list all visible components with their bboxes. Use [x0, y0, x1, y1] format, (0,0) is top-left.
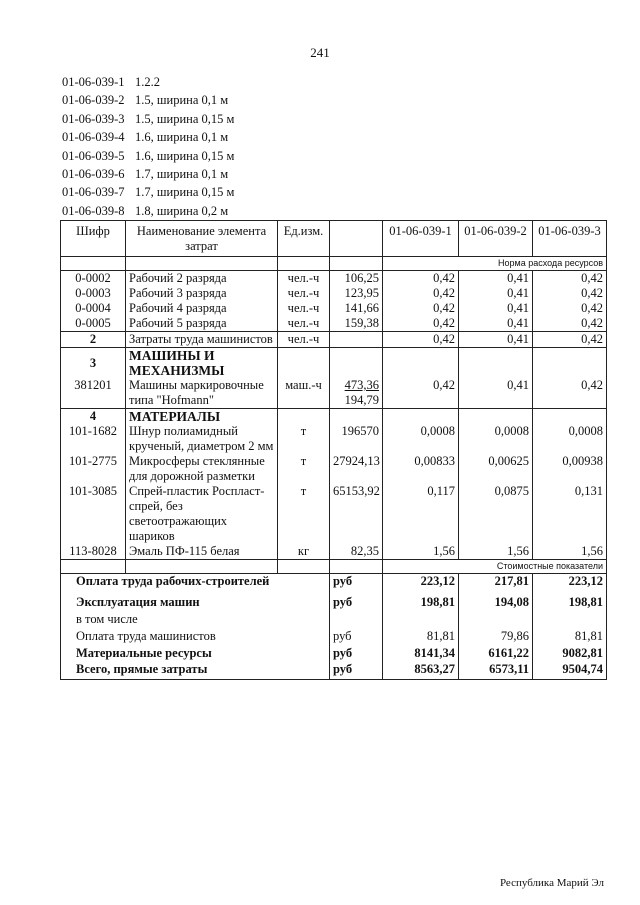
cost-v1: 81,81 — [383, 627, 459, 644]
cost-v1: 223,12 — [383, 574, 459, 590]
cost-v1: 8141,34 — [383, 644, 459, 661]
cost-v3: 223,12 — [533, 574, 607, 590]
cost-row — [61, 574, 607, 590]
cost-label: Материальные ресурсы — [61, 644, 330, 661]
row-v2: 0,0008 — [459, 424, 533, 454]
variant-item — [62, 128, 234, 146]
variant-desc: 1.6, ширина 0,1 м — [135, 130, 229, 145]
cost-row — [61, 589, 607, 610]
cost-unit: руб — [330, 627, 383, 644]
variant-item — [62, 73, 234, 91]
cost-v1: 198,81 — [383, 589, 459, 610]
table-row — [61, 332, 607, 348]
section-code: 4 — [61, 409, 126, 425]
row-unit: чел.-ч — [278, 286, 330, 301]
cost-label: Всего, прямые затраты — [61, 661, 330, 680]
row-v1: 0,42 — [383, 301, 459, 316]
row-v2: 0,0875 — [459, 484, 533, 544]
row-code: 381201 — [61, 378, 126, 409]
section-title: МАТЕРИАЛЫ — [126, 409, 278, 425]
norm-caption: Норма расхода ресурсов — [383, 257, 607, 271]
cost-including: в том числе — [61, 610, 330, 627]
cost-v3: 81,81 — [533, 627, 607, 644]
cost-caption-row — [61, 560, 607, 574]
row-code: 0-0004 — [61, 301, 126, 316]
variant-desc: 1.2.2 — [135, 75, 160, 89]
price-bottom: 194,79 — [344, 393, 379, 407]
variant-item — [62, 147, 234, 165]
variant-code: 01-06-039-8 — [62, 203, 125, 218]
cost-v1: 8563,27 — [383, 661, 459, 680]
row-unit: т — [278, 424, 330, 454]
row-name: Микросферы стеклянные для дорожной разметки — [126, 454, 278, 484]
row-v2: 1,56 — [459, 544, 533, 560]
row-unit: чел.-ч — [278, 301, 330, 316]
row-code: 113-8028 — [61, 544, 126, 560]
row-v3: 0,42 — [533, 301, 607, 316]
row-unit: чел.-ч — [278, 332, 330, 348]
row-name: Рабочий 5 разряда — [126, 316, 278, 332]
row-name: Рабочий 3 разряда — [126, 286, 278, 301]
variant-code: 01-06-039-1 — [62, 75, 125, 89]
variant-list — [62, 73, 234, 220]
variant-item — [62, 165, 234, 183]
row-v1: 0,42 — [383, 332, 459, 348]
row-name: Рабочий 2 разряда — [126, 271, 278, 287]
price-top: 473,36 — [344, 378, 379, 392]
row-code: 2 — [61, 332, 126, 348]
cost-v3: 9082,81 — [533, 644, 607, 661]
row-name: Рабочий 4 разряда — [126, 301, 278, 316]
row-price: 141,66 — [330, 301, 383, 316]
row-unit: чел.-ч — [278, 271, 330, 287]
row-name: Эмаль ПФ-115 белая — [126, 544, 278, 560]
variant-code: 01-06-039-7 — [62, 185, 125, 200]
cost-v3: 198,81 — [533, 589, 607, 610]
section-heading-row — [61, 409, 607, 425]
table-row — [61, 424, 607, 454]
row-price: 106,25 — [330, 271, 383, 287]
row-v2: 0,00625 — [459, 454, 533, 484]
row-unit: т — [278, 484, 330, 544]
table-row — [61, 544, 607, 560]
table-row — [61, 378, 607, 409]
row-v2: 0,41 — [459, 332, 533, 348]
cost-caption: Стоимостные показатели — [383, 560, 607, 574]
cost-v2: 217,81 — [459, 574, 533, 590]
page-number: 241 — [310, 45, 330, 60]
row-v3: 0,42 — [533, 332, 607, 348]
row-v3: 0,131 — [533, 484, 607, 544]
row-v1: 0,00833 — [383, 454, 459, 484]
row-code: 101-3085 — [61, 484, 126, 544]
cost-v3: 9504,74 — [533, 661, 607, 680]
header-variant-3: 01-06-039-3 — [533, 221, 607, 257]
row-v1: 1,56 — [383, 544, 459, 560]
row-unit: т — [278, 454, 330, 484]
cost-unit: руб — [330, 589, 383, 610]
variant-item — [62, 183, 234, 201]
row-v2: 0,41 — [459, 271, 533, 287]
variant-item — [62, 110, 234, 128]
row-v1: 0,42 — [383, 286, 459, 301]
variant-item — [62, 202, 234, 220]
footer-region: Республика Марий Эл — [499, 877, 604, 889]
row-code: 101-2775 — [61, 454, 126, 484]
cost-unit: руб — [330, 574, 383, 590]
row-v2: 0,41 — [459, 301, 533, 316]
resource-table — [60, 220, 607, 680]
cost-row — [61, 627, 607, 644]
variant-code: 01-06-039-2 — [62, 93, 125, 108]
header-variant-1: 01-06-039-1 — [383, 221, 459, 257]
row-v3: 0,42 — [533, 378, 607, 409]
cost-label: Эксплуатация машин — [61, 589, 330, 610]
row-v3: 0,42 — [533, 286, 607, 301]
row-v3: 0,42 — [533, 316, 607, 332]
row-v3: 1,56 — [533, 544, 607, 560]
row-v1: 0,42 — [383, 378, 459, 409]
row-price: 27924,13 — [330, 454, 383, 484]
section-code: 3 — [61, 348, 126, 379]
row-v2: 0,41 — [459, 286, 533, 301]
row-code: 101-1682 — [61, 424, 126, 454]
row-name: Затраты труда машинистов — [126, 332, 278, 348]
cost-v2: 79,86 — [459, 627, 533, 644]
variant-desc: 1.7, ширина 0,15 м — [135, 185, 235, 200]
cost-v2: 6161,22 — [459, 644, 533, 661]
variant-desc: 1.5, ширина 0,1 м — [135, 93, 229, 108]
row-name: Спрей-пластик Роспласт-спрей, без светоотражающих шариков — [126, 484, 278, 544]
cost-row — [61, 661, 607, 680]
variant-code: 01-06-039-3 — [62, 111, 125, 126]
row-v3: 0,0008 — [533, 424, 607, 454]
row-code: 0-0005 — [61, 316, 126, 332]
row-v1: 0,42 — [383, 271, 459, 287]
row-v3: 0,00938 — [533, 454, 607, 484]
row-unit: чел.-ч — [278, 316, 330, 332]
row-v3: 0,42 — [533, 271, 607, 287]
row-name: Шнур полиамидный крученый, диаметром 2 мм — [126, 424, 278, 454]
row-v2: 0,41 — [459, 378, 533, 409]
variant-code: 01-06-039-6 — [62, 166, 125, 181]
table-row — [61, 484, 607, 544]
row-v1: 0,42 — [383, 316, 459, 332]
cost-label: Оплата труда рабочих-строителей — [61, 574, 330, 590]
row-code: 0-0003 — [61, 286, 126, 301]
table-row — [61, 301, 607, 316]
section-heading-row — [61, 348, 607, 379]
table-row — [61, 316, 607, 332]
row-unit: маш.-ч — [278, 378, 330, 409]
row-price: 123,95 — [330, 286, 383, 301]
table-row — [61, 454, 607, 484]
header-code: Шифр — [61, 221, 126, 257]
norm-caption-row — [61, 257, 607, 271]
variant-code: 01-06-039-5 — [62, 148, 125, 163]
table-row — [61, 271, 607, 287]
variant-desc: 1.6, ширина 0,15 м — [135, 148, 235, 163]
section-title: МАШИНЫ И МЕХАНИЗМЫ — [126, 348, 278, 379]
cost-v2: 6573,11 — [459, 661, 533, 680]
row-price: 82,35 — [330, 544, 383, 560]
variant-desc: 1.5, ширина 0,15 м — [135, 111, 235, 126]
cost-subheading-row — [61, 610, 607, 627]
row-price — [330, 378, 383, 409]
variant-desc: 1.7, ширина 0,1 м — [135, 166, 229, 181]
header-name: Наименование элемента затрат — [126, 221, 278, 257]
row-unit: кг — [278, 544, 330, 560]
cost-row — [61, 644, 607, 661]
variant-desc: 1.8, ширина 0,2 м — [135, 203, 229, 218]
header-variant-2: 01-06-039-2 — [459, 221, 533, 257]
variant-item — [62, 91, 234, 109]
variant-code: 01-06-039-4 — [62, 130, 125, 145]
header-unit: Ед.изм. — [278, 221, 330, 257]
cost-unit: руб — [330, 661, 383, 680]
cost-label: Оплата труда машинистов — [61, 627, 330, 644]
table-header-row — [61, 221, 607, 257]
header-price — [330, 221, 383, 257]
row-price: 159,38 — [330, 316, 383, 332]
row-code: 0-0002 — [61, 271, 126, 287]
table-row — [61, 286, 607, 301]
cost-v2: 194,08 — [459, 589, 533, 610]
row-v1: 0,0008 — [383, 424, 459, 454]
cost-unit: руб — [330, 644, 383, 661]
row-name: Машины маркировочные типа "Hofmann" — [126, 378, 278, 409]
row-price: 65153,92 — [330, 484, 383, 544]
row-price: 196570 — [330, 424, 383, 454]
row-v2: 0,41 — [459, 316, 533, 332]
row-v1: 0,117 — [383, 484, 459, 544]
